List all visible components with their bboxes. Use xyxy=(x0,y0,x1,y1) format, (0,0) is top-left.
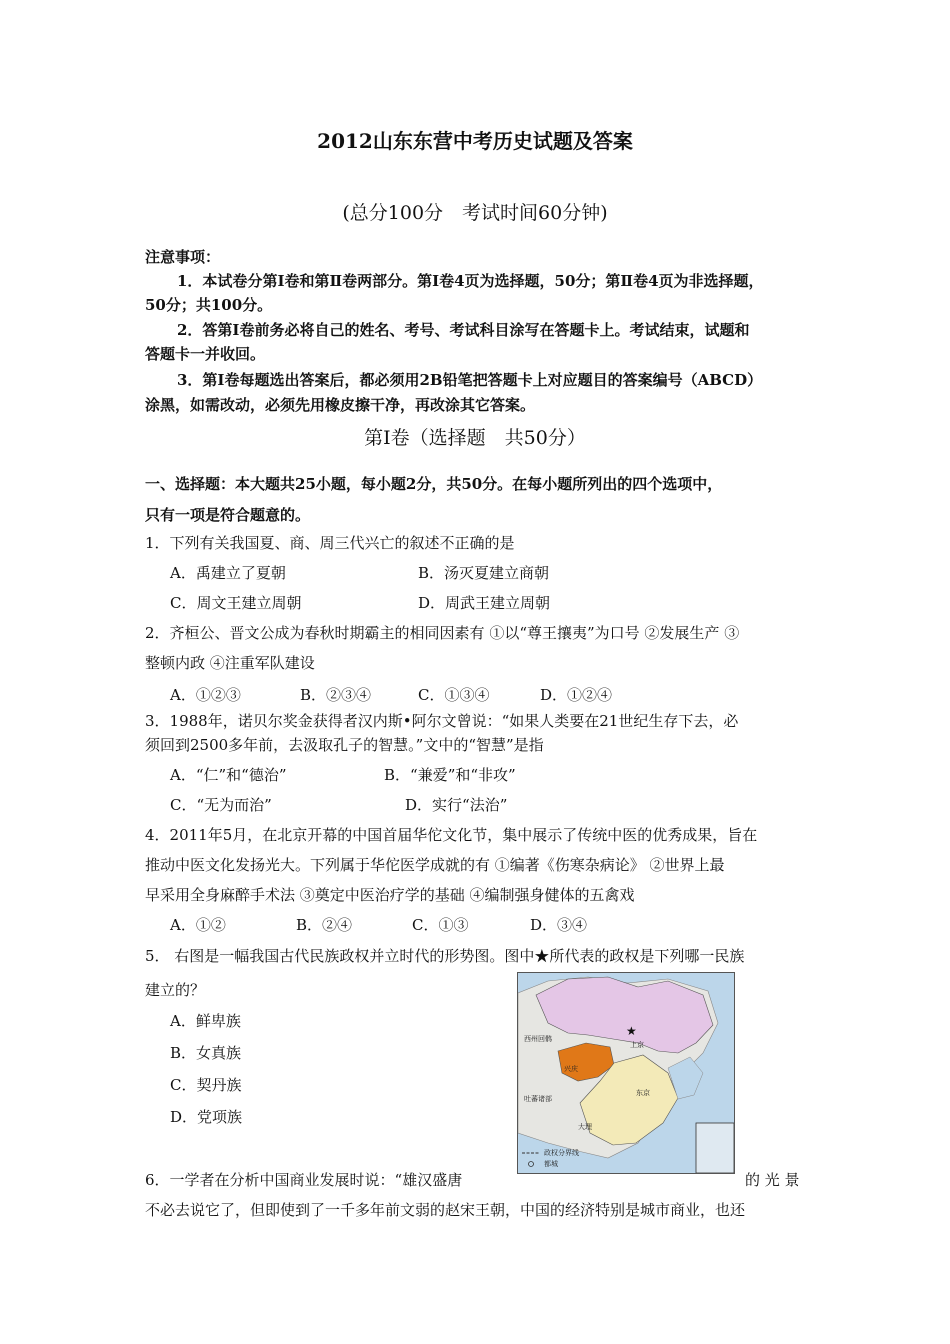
q6-stem-line-1-right: 的 光 景 xyxy=(745,1171,800,1189)
q1-option-b: B．汤灭夏建立商朝 xyxy=(418,564,550,582)
q5-option-a: A．鲜卑族 xyxy=(170,1012,241,1030)
q2-stem-line-1: 2．齐桓公、晋文公成为春秋时期霸主的相同因素有 ①以“尊王攘夷”为口号 ②发展生产 ③ xyxy=(145,624,740,642)
note-2-line-2: 答题卡一并收回。 xyxy=(145,345,266,363)
q3-option-c: C．“无为而治” xyxy=(170,796,272,814)
note-3-line-1: 3．第Ⅰ卷每题选出答案后，都必须用2B铅笔把答题卡上对应题目的答案编号（ABCD） xyxy=(177,371,763,389)
q2-option-d: D．①②④ xyxy=(540,686,613,704)
q4-option-c: C．①③ xyxy=(412,916,469,934)
q2-option-c: C．①③④ xyxy=(418,686,490,704)
q3-option-d: D．实行“法治” xyxy=(405,796,508,814)
q3-option-a: A．“仁”和“德治” xyxy=(170,766,287,784)
map-label-tubo: 吐蕃诸部 xyxy=(524,1095,552,1103)
note-2-line-1: 2．答第Ⅰ卷前务必将自己的姓名、考号、考试科目涂写在答题卡上。考试结束，试题和 xyxy=(177,321,750,339)
note-1-line-1: 1．本试卷分第Ⅰ卷和第Ⅱ卷两部分。第Ⅰ卷4页为选择题，50分；第Ⅱ卷4页为非选择题， xyxy=(177,272,764,290)
map-graphic xyxy=(518,973,734,1173)
q5-stem-line-2: 建立的？ xyxy=(145,981,206,999)
part1-instructions-line-1: 一、选择题：本大题共25小题，每小题2分，共50分。在每小题所列出的四个选项中， xyxy=(145,475,723,493)
q4-option-a: A．①② xyxy=(170,916,226,934)
q2-option-b: B．②③④ xyxy=(300,686,372,704)
map-label-shangjing: 上京 xyxy=(630,1041,644,1049)
q4-stem-line-1: 4．2011年5月，在北京开幕的中国首届华佗文化节，集中展示了传统中医的优秀成果，旨在 xyxy=(145,826,758,844)
q2-option-a: A．①②③ xyxy=(170,686,241,704)
q5-option-c: C．契丹族 xyxy=(170,1076,242,1094)
q3-option-b: B．“兼爱”和“非攻” xyxy=(384,766,516,784)
q3-stem-line-1: 3．1988年，诺贝尔奖金获得者汉内斯•阿尔文曾说：“如果人类要在21世纪生存下去，必 xyxy=(145,712,739,730)
q5-option-b: B．女真族 xyxy=(170,1044,242,1062)
section-title: 第Ⅰ卷（选择题 共50分） xyxy=(364,427,586,449)
notes-heading: 注意事项： xyxy=(145,248,221,266)
note-3-line-2: 涂黑，如需改动，必须先用橡皮擦干净，再改涂其它答案。 xyxy=(145,396,536,414)
q4-stem-line-2: 推动中医文化发扬光大。下列属于华佗医学成就的有 ①编著《伤寒杂病论》 ②世界上最 xyxy=(145,856,725,874)
historical-map xyxy=(517,972,735,1174)
q1-option-a: A．禹建立了夏朝 xyxy=(170,564,286,582)
part1-instructions-line-2: 只有一项是符合题意的。 xyxy=(145,506,311,524)
page-title: 2012山东东营中考历史试题及答案 xyxy=(317,129,633,153)
map-label-dongjing: 东京 xyxy=(636,1089,650,1097)
map-label-xingqing: 兴庆 xyxy=(564,1065,578,1073)
page-subtitle: (总分100分 考试时间60分钟) xyxy=(342,202,608,224)
q1-option-c: C．周文王建立周朝 xyxy=(170,594,302,612)
map-label-dali: 大理 xyxy=(578,1123,592,1131)
q6-stem-line-1-left: 6．一学者在分析中国商业发展时说：“雄汉盛唐 xyxy=(145,1171,463,1189)
q4-option-d: D．③④ xyxy=(530,916,588,934)
map-star-icon: ★ xyxy=(626,1024,637,1038)
q1-option-d: D．周武王建立周朝 xyxy=(418,594,551,612)
note-1-line-2: 50分；共100分。 xyxy=(145,296,273,314)
q4-stem-line-3: 早采用全身麻醉手术法 ③奠定中医治疗学的基础 ④编制强身健体的五禽戏 xyxy=(145,886,635,904)
q3-stem-line-2: 须回到2500多年前，去汲取孔子的智慧。”文中的“智慧”是指 xyxy=(145,736,544,754)
q5-stem-line-1: 5． 右图是一幅我国古代民族政权并立时代的形势图。图中★所代表的政权是下列哪一民族 xyxy=(145,947,745,965)
map-legend-capital-label: 都城 xyxy=(544,1160,558,1168)
q4-option-b: B．②④ xyxy=(296,916,353,934)
map-inset-box xyxy=(696,1123,734,1173)
q5-option-d: D．党项族 xyxy=(170,1108,243,1126)
q6-stem-line-2: 不必去说它了，但即使到了一千多年前文弱的赵宋王朝，中国的经济特别是城市商业，也还 xyxy=(145,1201,746,1219)
q2-stem-line-2: 整顿内政 ④注重军队建设 xyxy=(145,654,315,672)
map-legend-border-label: 政权分界线 xyxy=(544,1149,579,1157)
q1-stem: 1．下列有关我国夏、商、周三代兴亡的叙述不正确的是 xyxy=(145,534,515,552)
map-label-xizhou: 西州回鹘 xyxy=(524,1035,552,1043)
